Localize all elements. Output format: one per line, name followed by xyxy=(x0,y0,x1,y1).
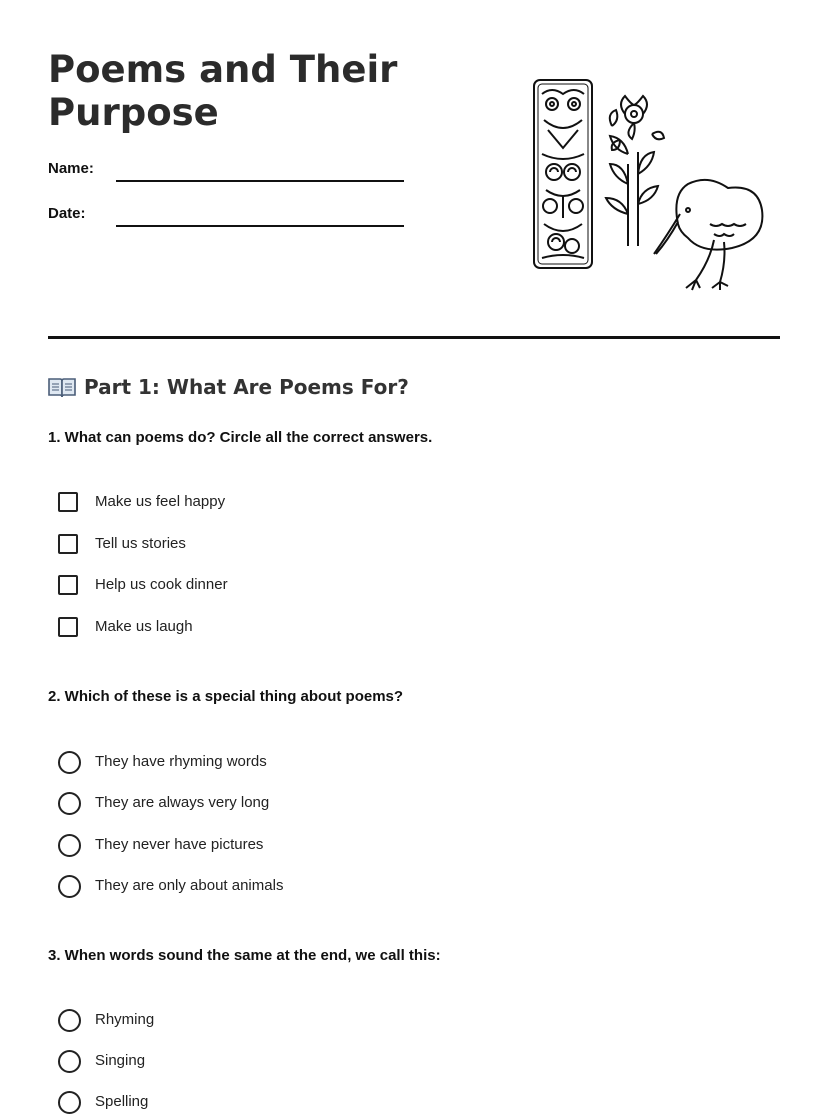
q3-option-3[interactable] xyxy=(58,1090,149,1114)
q1-option-3-label: Help us cook dinner xyxy=(95,576,228,593)
q1-checkbox-3[interactable] xyxy=(58,575,78,595)
q2-option-4[interactable] xyxy=(58,874,284,898)
q3-option-2-label: Singing xyxy=(95,1052,146,1069)
q3-option-3-label: Spelling xyxy=(95,1093,149,1110)
section-divider xyxy=(48,336,780,339)
q1-option-1[interactable] xyxy=(58,490,226,514)
date-line[interactable] xyxy=(116,225,404,227)
name-line[interactable] xyxy=(116,180,404,182)
q2-option-2[interactable] xyxy=(58,791,270,815)
name-label: Name: xyxy=(48,160,94,177)
page-title: Poems and Their Purpose xyxy=(48,48,398,134)
q2-option-4-label: They are only about animals xyxy=(95,877,284,894)
q3-option-2[interactable] xyxy=(58,1049,146,1073)
q3-option-1-label: Rhyming xyxy=(95,1011,155,1028)
part1-heading xyxy=(48,375,409,399)
q2-option-1[interactable] xyxy=(58,750,267,774)
carved-pou-icon xyxy=(534,80,592,268)
kiwi-bird-icon xyxy=(654,180,762,290)
q2-option-2-label: They are always very long xyxy=(95,794,270,811)
q3-radio-1[interactable] xyxy=(58,1009,81,1032)
question-1: 1. What can poems do? Circle all the correct answers. xyxy=(48,429,433,446)
q1-checkbox-2[interactable] xyxy=(58,534,78,554)
q2-radio-1[interactable] xyxy=(58,751,81,774)
q3-option-1[interactable] xyxy=(58,1008,155,1032)
q1-checkbox-1[interactable] xyxy=(58,492,78,512)
part1-heading-text: Part 1: What Are Poems For? xyxy=(84,375,409,399)
q1-checkbox-4[interactable] xyxy=(58,617,78,637)
open-book-icon xyxy=(48,376,76,398)
q1-option-4[interactable] xyxy=(58,615,193,639)
question-3: 3. When words sound the same at the end, we call this: xyxy=(48,947,441,964)
q2-radio-2[interactable] xyxy=(58,792,81,815)
q2-option-3-label: They never have pictures xyxy=(95,836,264,853)
q2-option-3[interactable] xyxy=(58,833,264,857)
q1-option-2[interactable] xyxy=(58,532,186,556)
question-2: 2. Which of these is a special thing about poems? xyxy=(48,688,404,705)
q2-option-1-label: They have rhyming words xyxy=(95,753,267,770)
q3-radio-2[interactable] xyxy=(58,1050,81,1073)
date-label: Date: xyxy=(48,205,86,222)
q1-option-3[interactable] xyxy=(58,573,228,597)
q3-radio-3[interactable] xyxy=(58,1091,81,1114)
kowhai-flower-icon xyxy=(606,96,664,246)
q1-option-4-label: Make us laugh xyxy=(95,618,193,635)
q2-radio-3[interactable] xyxy=(58,834,81,857)
illustration xyxy=(528,74,768,296)
q2-radio-4[interactable] xyxy=(58,875,81,898)
q1-option-1-label: Make us feel happy xyxy=(95,493,226,510)
q1-option-2-label: Tell us stories xyxy=(95,535,186,552)
